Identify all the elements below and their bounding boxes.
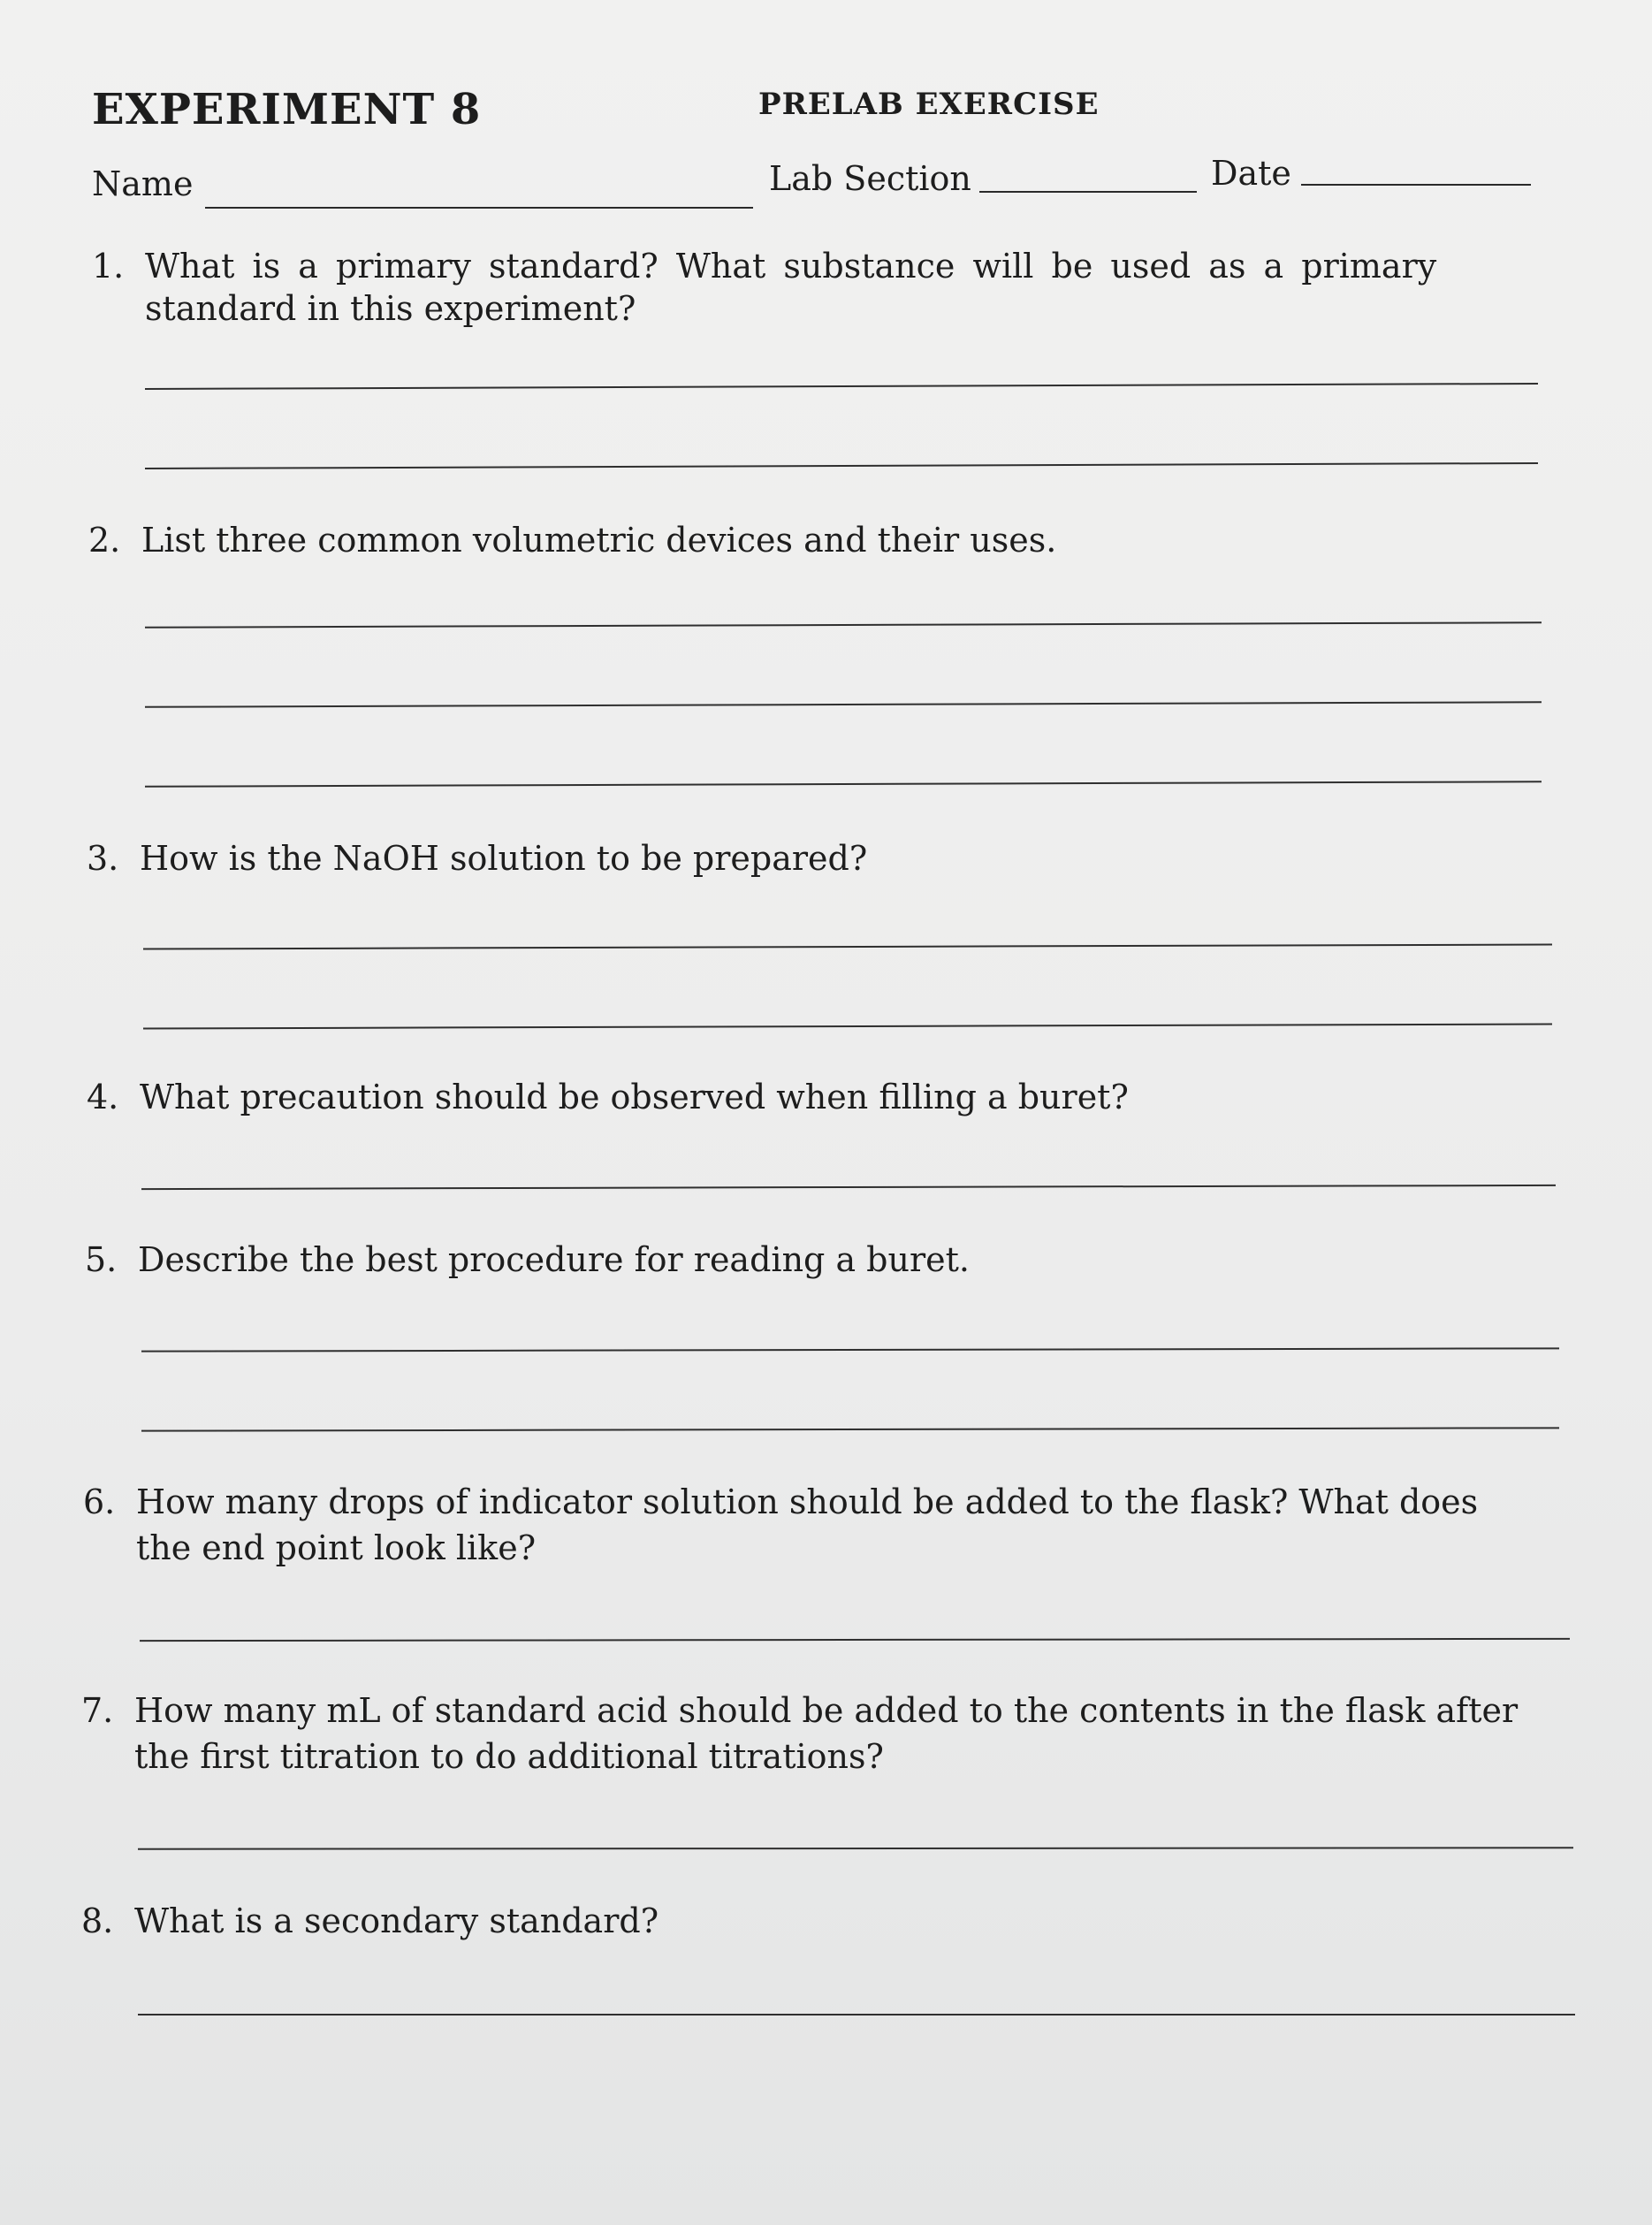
question-text-line-2: standard in this experiment?	[145, 289, 636, 328]
question-number: 8.	[81, 1901, 114, 1940]
question-text-line-1: List three common volumetric devices and their uses.	[141, 521, 1057, 560]
question-text-line-1: How many mL of standard acid should be added to the contents in the flask after	[134, 1691, 1519, 1730]
question-number: 1.	[92, 247, 125, 286]
page-title: EXPERIMENT 8	[92, 85, 482, 134]
answer-line[interactable]	[145, 701, 1542, 708]
answer-line[interactable]	[143, 943, 1552, 949]
answer-line[interactable]	[138, 2014, 1575, 2015]
question-number: 6.	[83, 1482, 116, 1521]
name-label: Name	[92, 164, 194, 203]
name-field-line[interactable]	[205, 207, 753, 209]
lab-section-label: Lab Section	[769, 159, 971, 198]
question-text-line-1: How is the NaOH solution to be prepared?	[140, 839, 868, 878]
page-subtitle: PRELAB EXERCISE	[758, 87, 1100, 122]
question-number: 2.	[88, 521, 121, 560]
question-text-line-1: What is a secondary standard?	[134, 1901, 659, 1940]
question-number: 3.	[87, 839, 119, 878]
answer-line[interactable]	[140, 1638, 1570, 1642]
answer-line[interactable]	[138, 1847, 1573, 1849]
answer-line[interactable]	[145, 621, 1542, 629]
question-text-line-1: Describe the best procedure for reading a buret.	[138, 1240, 970, 1279]
question-text-line-1: How many drops of indicator solution should be added to the flask? What does	[136, 1482, 1479, 1521]
answer-line[interactable]	[141, 1185, 1556, 1190]
answer-line[interactable]	[145, 781, 1542, 788]
date-label: Date	[1211, 154, 1291, 193]
answer-line[interactable]	[141, 1427, 1559, 1431]
question-text-line-2: the first titration to do additional titrations?	[134, 1737, 884, 1776]
answer-line[interactable]	[145, 462, 1538, 469]
lab-section-field-line[interactable]	[979, 191, 1197, 193]
question-number: 7.	[81, 1691, 114, 1730]
question-number: 4.	[87, 1078, 119, 1116]
question-text-line-1: What is a primary standard? What substance will be used as a primary	[145, 247, 1437, 286]
date-field-line[interactable]	[1301, 184, 1531, 186]
answer-line[interactable]	[143, 1023, 1552, 1029]
answer-line[interactable]	[145, 383, 1538, 390]
question-text-line-2: the end point look like?	[136, 1528, 537, 1567]
answer-line[interactable]	[141, 1347, 1559, 1352]
question-number: 5.	[85, 1240, 118, 1279]
question-text-line-1: What precaution should be observed when filling a buret?	[140, 1078, 1129, 1116]
